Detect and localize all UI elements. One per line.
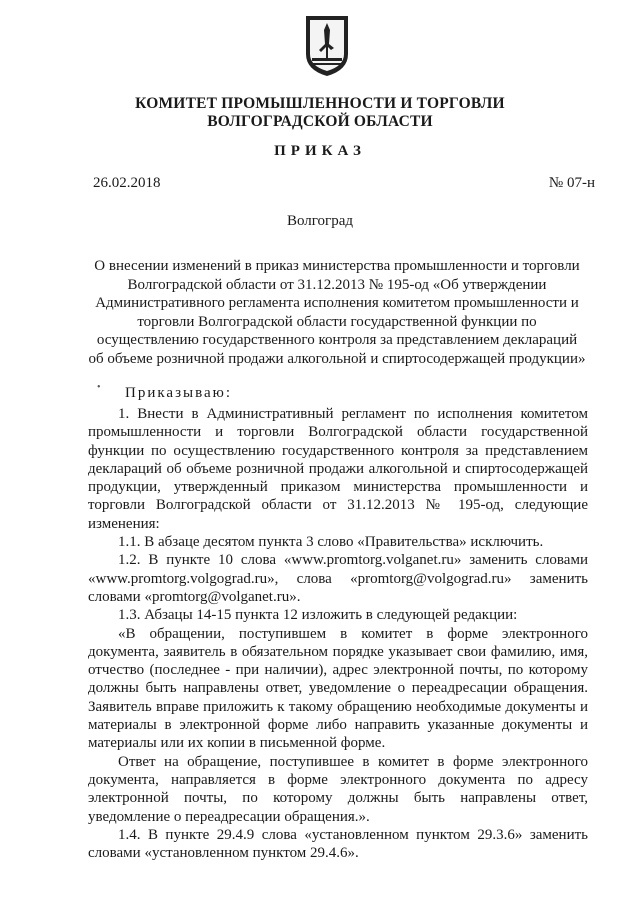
document-type: ПРИКАЗ — [274, 143, 366, 159]
subject-line: Административного регламента исполнения комитетом промышленности и — [95, 295, 579, 311]
quoted-paragraph-2: Ответ на обращение, поступившее в комитет в форме электронного документа, направляется в форме электронного документа по адресу электронной почты, по которому должны быть направлены ответ, уведомление о переадресации обращения.». — [88, 753, 588, 825]
paragraph-1-1: 1.1. В абзаце десятом пункта 3 слово «Правительства» исключить. — [118, 534, 544, 551]
quoted-paragraph-1: «В обращении, поступившем в комитет в форме электронного документа, заявитель в обязательном порядке указывает свои фамилию, имя, отчество (последнее - при наличии), адрес электронной почты, по которому должны быть направлены ответ, уведомление о переадресации обращения. Заявитель вправе приложить к такому обращению необходимые документы и материалы в электронной форме либо направить указанные документы и материалы или их копии в письменной форме. — [88, 625, 588, 752]
coat-of-arms-emblem — [304, 14, 350, 78]
subject-line: об объеме розничной продажи алкогольной и спиртосодержащей продукции» — [88, 350, 586, 367]
org-line-1: КОМИТЕТ ПРОМЫШЛЕННОСТИ И ТОРГОВЛИ — [135, 95, 505, 112]
subject-line: осуществлению государственного контроля за представлением деклараций — [96, 332, 578, 348]
paragraph-1: 1. Внести в Административный регламент по исполнения комитетом промышленности и торговли Волгоградской области государственной функции по осуществлению государственного контроля за представлением деклараций об объеме розничной продажи алкогольной и спиртосодержащей продукции, утвержденный приказом министерства промышленности и торговли Волгоградской области от 31.12.2013 № 195-од, следующие изменения: — [88, 406, 588, 532]
subject-line: О внесении изменений в приказ министерства промышленности и торговли — [94, 258, 580, 274]
document-subject — [82, 257, 592, 368]
document-body — [88, 405, 588, 862]
subject-line: торговли Волгоградской области государственной функции по — [137, 313, 537, 330]
decree-word: Приказываю: — [125, 385, 232, 401]
city: Волгоград — [286, 213, 353, 229]
paragraph-1-2: 1.2. В пункте 10 слова «www.promtorg.volganet.ru» заменить словами «www.promtorg.volgograd.ru», слова «promtorg@volgograd.ru» заменить словами «promtorg@volganet.ru». — [88, 552, 588, 605]
subject-line: Волгоградской области от 31.12.2013 № 195-од «Об утверждении — [127, 276, 547, 293]
document-date: 26.02.2018 — [93, 175, 161, 191]
margin-mark: • — [97, 382, 101, 393]
org-line-2: ВОЛГОГРАДСКОЙ ОБЛАСТИ — [207, 113, 433, 130]
paragraph-1-3: 1.3. Абзацы 14-15 пункта 12 изложить в следующей редакции: — [118, 607, 518, 624]
document-number: № 07-н — [548, 175, 595, 191]
organization-name — [0, 95, 640, 131]
paragraph-1-4: 1.4. В пункте 29.4.9 слова «установленном пунктом 29.3.6» заменить словами «установленном пунктом 29.4.6». — [88, 826, 588, 862]
